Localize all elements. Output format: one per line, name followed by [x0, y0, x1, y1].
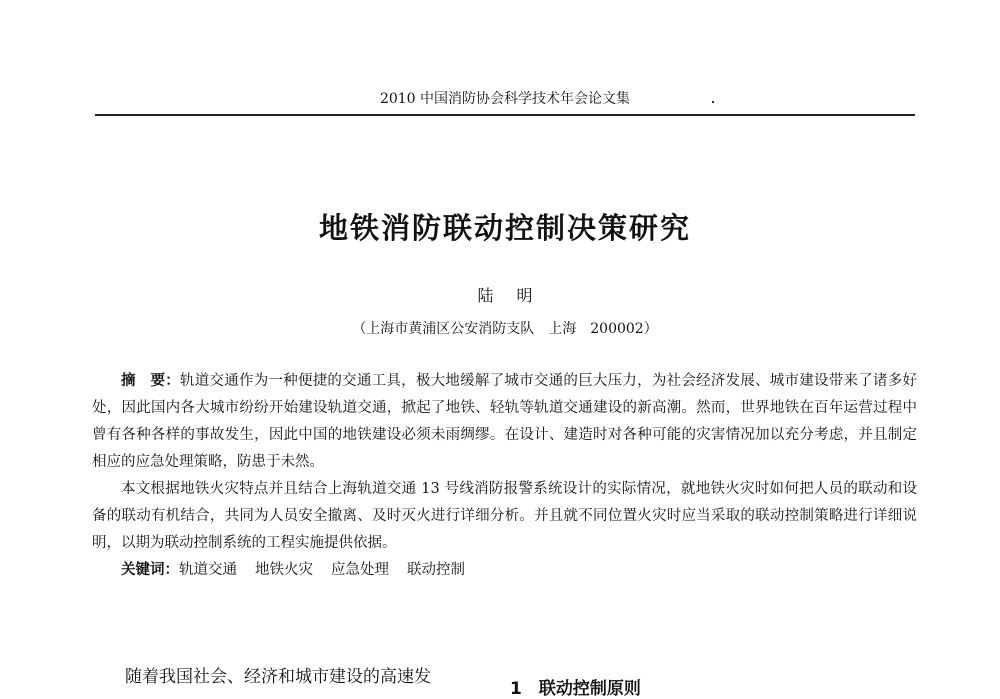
abstract-block: [92, 368, 917, 584]
keyword-item: 地铁火灾: [255, 562, 313, 578]
author-name: 陆 明: [477, 286, 533, 305]
keyword-item: 应急处理: [331, 562, 389, 578]
keywords-line: [92, 557, 917, 584]
abstract-paragraph-2: 本文根据地铁火灾特点并且结合上海轨道交通 13 号线消防报警系统设计的实际情况，就地铁火灾时如何把人员的联动和设备的联动有机结合，共同为人员安全撤离、及时灭火进行详细分析。并且就不同位置火灾时应当采取的联动控制策略进行详细说明，以期为联动控制系统的工程实施提供依据。: [92, 481, 917, 551]
body-text-first-line: 随着我国社会、经济和城市建设的高速发: [125, 667, 431, 687]
abstract-text-1: 轨道交通作为一种便捷的交通工具，极大地缓解了城市交通的巨大压力，为社会经济发展、城市建设带来了诸多好处，因此国内各大城市纷纷开始建设轨道交通，掀起了地铁、轻轨等轨道交通建设的新高潮。然而，世界地铁在百年运营过程中曾有各种各样的事故发生，因此中国的地铁建设必须未雨绸缪。在设计、建造时对各种可能的灾害情况加以充分考虑，并且制定相应的应急处理策略，防患于未然。: [92, 373, 917, 470]
abstract-paragraph-1: [92, 368, 917, 476]
keywords-label: 关键词：: [121, 562, 179, 578]
paper-title: 地铁消防联动控制决策研究: [318, 211, 691, 245]
scan-speck: [712, 101, 714, 103]
keyword-item: 轨道交通: [179, 562, 237, 578]
running-header: [95, 86, 915, 116]
author-affiliation: （上海市黄浦区公安消防支队 上海 200002）: [352, 321, 658, 337]
abstract-label: 摘 要：: [121, 373, 180, 389]
keyword-item: 联动控制: [407, 562, 465, 578]
running-header-text: 2010 中国消防协会科学技术年会论文集: [379, 91, 631, 107]
section-heading: 1 联动控制原则: [510, 679, 641, 699]
